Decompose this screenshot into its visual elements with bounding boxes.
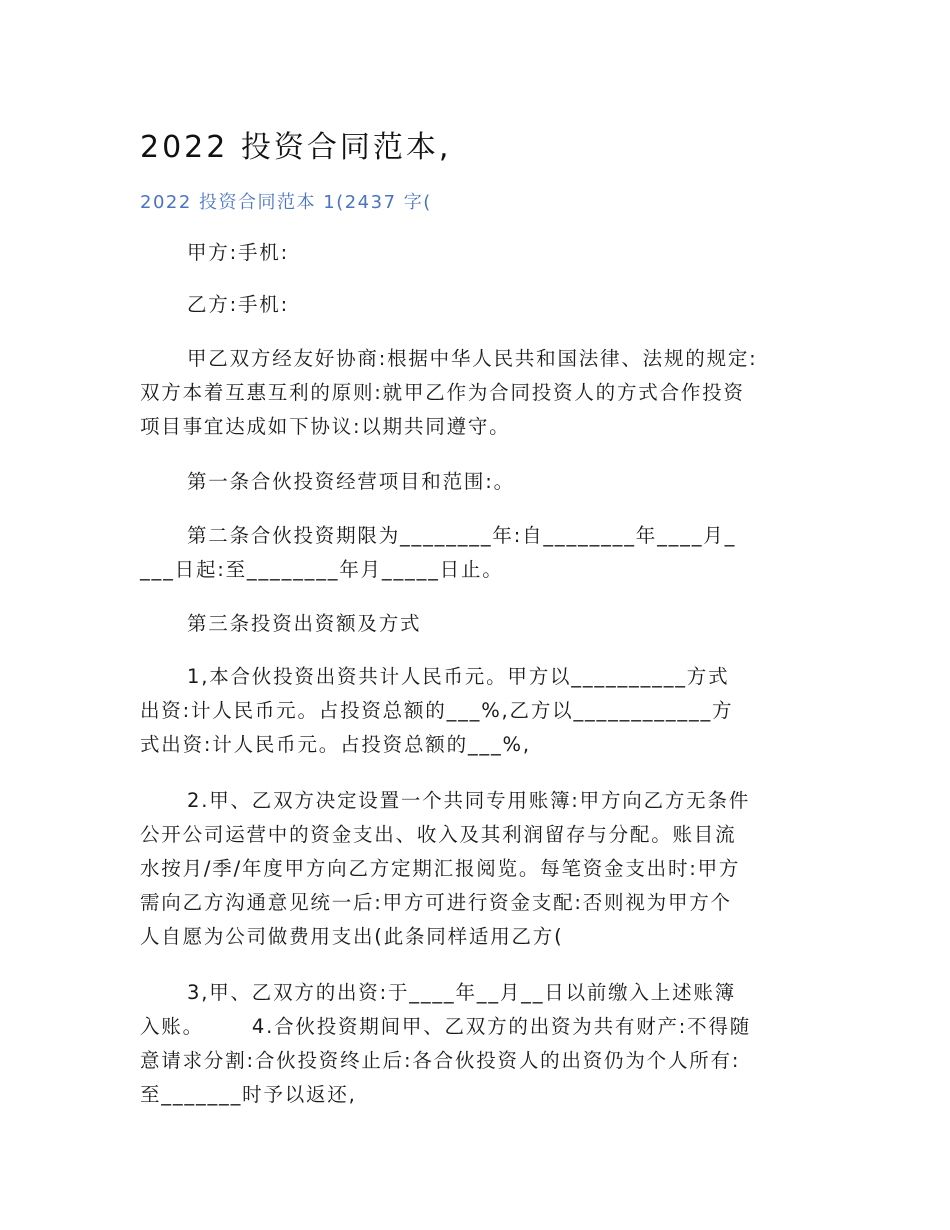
article-2-line: 第二条合伙投资期限为________年:自________年____月_: [187, 524, 737, 547]
clause-3-line: [140, 1010, 820, 1044]
document-subtitle: 2022 投资合同范本 1(2437 字(: [140, 192, 432, 213]
party-b-text: 乙方:手机:: [187, 293, 289, 316]
clause-1-line: 出资:计人民币元。占投资总额的___%,乙方以____________方: [140, 699, 734, 722]
article-1-paragraph: [140, 465, 820, 499]
party-a-line: [140, 236, 820, 270]
article-2-line: ___日起:至________年月_____日止。: [140, 558, 504, 581]
clause-2-line: 人自愿为公司做费用支出(此条同样适用乙方(: [140, 925, 564, 948]
clause-3-line: 意请求分割:合伙投资终止后:各合伙投资人的出资仍为个人所有:: [140, 1049, 741, 1072]
clause-2-line: 公开公司运营中的资金支出、收入及其利润留存与分配。账目流: [140, 823, 737, 846]
clause-1-paragraph: [140, 660, 820, 762]
clause-2-line: 2.甲、乙双方决定设置一个共同专用账簿:甲方向乙方无条件: [187, 789, 751, 812]
clause-2-line: 水按月/季/年度甲方向乙方定期汇报阅览。每笔资金支出时:甲方: [140, 857, 741, 880]
clause-4-text: 4.合伙投资期间甲、乙双方的出资为共有财产:不得随: [251, 1015, 752, 1038]
article-1-text: 第一条合伙投资经营项目和范围:。: [187, 470, 515, 493]
clause-1-line: 1,本合伙投资出资共计人民币元。甲方以__________方式: [187, 665, 730, 688]
clause-1-line: 式出资:计人民币元。占投资总额的___%,: [140, 733, 531, 756]
clause-2-paragraph: [140, 784, 820, 954]
party-b-line: [140, 288, 820, 322]
document-title: 2022 投资合同范本,: [140, 130, 452, 165]
clause-3-text: 入账。: [140, 1015, 204, 1038]
clause-2-line: 需向乙方沟通意见统一后:甲方可进行资金支配:否则视为甲方个: [140, 891, 732, 914]
preamble-paragraph: [140, 342, 820, 444]
clause-3-line: 3,甲、乙双方的出资:于____年__月__日以前缴入上述账簿: [187, 981, 736, 1004]
preamble-line: 项目事宜达成如下协议:以期共同遵守。: [140, 415, 511, 438]
party-a-text: 甲方:手机:: [187, 241, 289, 264]
article-2-paragraph: [140, 519, 820, 587]
clause-3-line: 至_______时予以返还,: [140, 1083, 357, 1106]
preamble-line: 双方本着互惠互利的原则:就甲乙作为合同投资人的方式合作投资: [140, 381, 745, 404]
article-3-heading-text: 第三条投资出资额及方式: [187, 612, 422, 635]
clause-3-paragraph: [140, 976, 820, 1112]
article-3-heading: [140, 607, 820, 641]
preamble-line: 甲乙双方经友好协商:根据中华人民共和国法律、法规的规定:: [187, 347, 758, 370]
